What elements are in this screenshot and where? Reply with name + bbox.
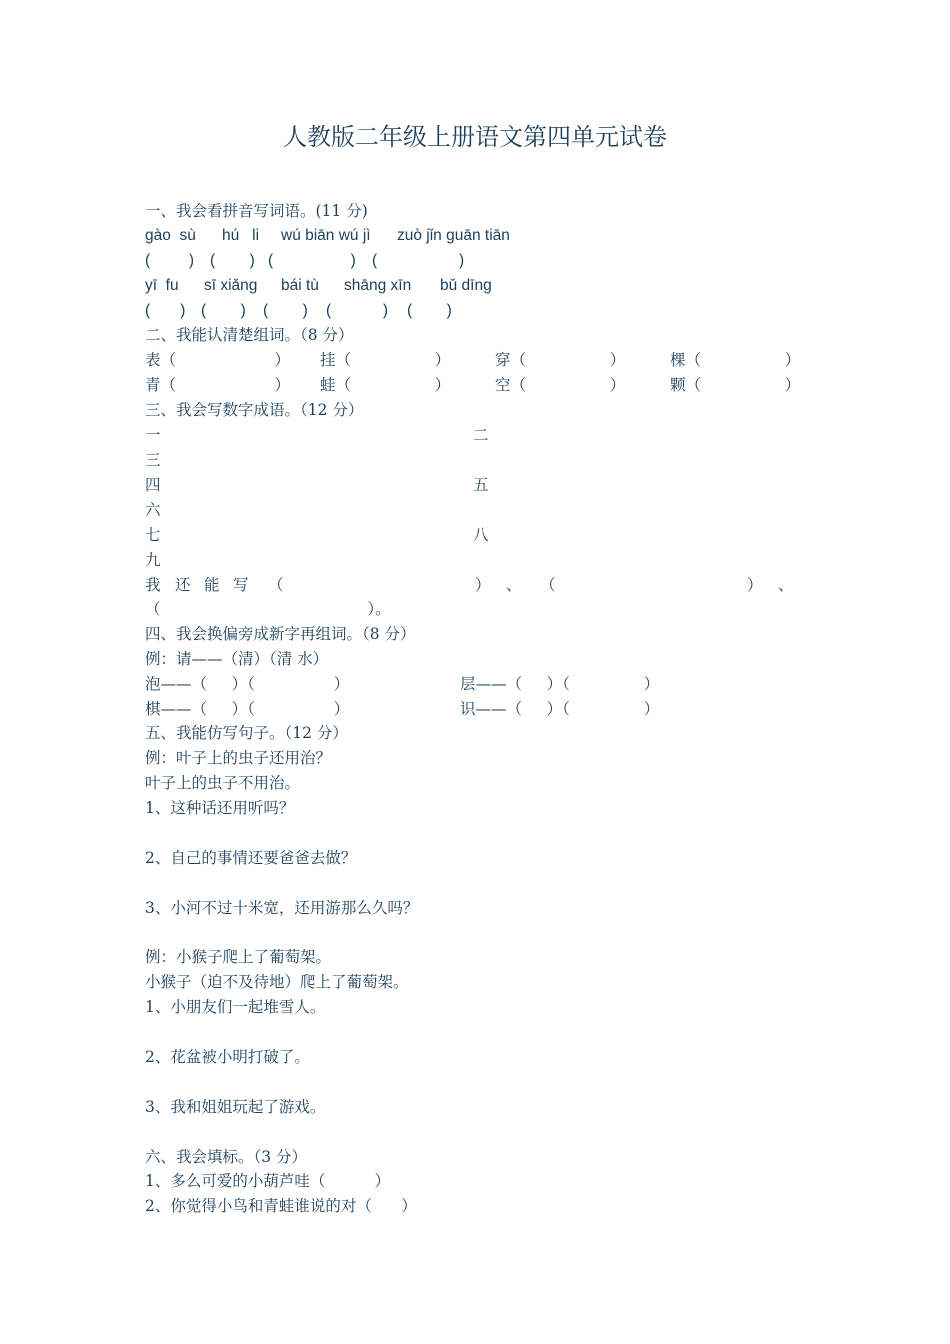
answer-blank[interactable]: ( ) [372, 252, 465, 269]
pinyin-3: wú biān wú jì [281, 227, 371, 244]
more-idioms-line2[interactable]: （ ）。 [145, 600, 391, 618]
word-group-item[interactable]: 空（ ） [495, 376, 626, 394]
more-idioms-char: 写 [233, 576, 249, 594]
answer-blank[interactable]: ( ) [326, 302, 388, 319]
more-idioms-char: 还 [175, 576, 191, 594]
pinyin-6: sī xiǎng [204, 277, 258, 294]
word-group-item[interactable]: 挂（ ） [320, 351, 451, 369]
answer-blank[interactable]: ( ) [145, 302, 186, 319]
question-item: 2、花盆被小明打破了。 [145, 1048, 310, 1066]
example-line: 例：叶子上的虫子还用治？ [145, 749, 332, 767]
page-title: 人教版二年级上册语文第四单元试卷 [283, 123, 667, 151]
section-4-heading: 四、我会换偏旁成新字再组词。（8 分） [145, 625, 416, 643]
answer-blank[interactable]: ( ) [268, 252, 356, 269]
idiom-prompt: 九 [145, 551, 161, 569]
more-idioms-char: 能 [204, 576, 220, 594]
pinyin-2: hú li [222, 227, 260, 244]
section-1-heading: 一、我会看拼音写词语。(11 分) [145, 202, 368, 220]
idiom-prompt: 五 [473, 476, 489, 494]
example-line: 例：小猴子爬上了葡萄架。 [145, 948, 332, 966]
word-group-item[interactable]: 棵（ ） [670, 351, 801, 369]
pinyin-9: bǔ dīng [440, 277, 492, 294]
more-idioms-char: 我 [145, 576, 161, 594]
more-idioms-char: 、 [506, 576, 522, 594]
more-idioms-blank-close[interactable]: ） [475, 576, 491, 594]
answer-blank[interactable]: ( ) [145, 252, 195, 269]
idiom-prompt: 二 [473, 426, 489, 444]
pinyin-8: shāng xīn [344, 277, 412, 294]
more-idioms-blank-open[interactable]: （ [540, 576, 556, 594]
question-item: 2、自己的事情还要爸爸去做？ [145, 849, 357, 867]
word-group-item[interactable]: 颗（ ） [670, 376, 801, 394]
example-answer: 小猴子（迫不及待地）爬上了葡萄架。 [145, 973, 409, 991]
idiom-prompt: 三 [145, 451, 161, 469]
word-group-item[interactable]: 青（ ） [145, 376, 291, 394]
radical-item[interactable]: 泡——（ ）（ ） [145, 675, 350, 693]
word-group-item[interactable]: 表（ ） [145, 351, 291, 369]
pinyin-5: yī fu [145, 277, 179, 294]
more-idioms-blank-close[interactable]: ） [747, 576, 763, 594]
example-answer: 叶子上的虫子不用治。 [145, 774, 301, 792]
answer-blank[interactable]: ( ) [210, 252, 255, 269]
radical-item[interactable]: 棋——（ ）（ ） [145, 700, 350, 718]
section-2-heading: 二、我能认清楚组词。（8 分） [145, 326, 354, 344]
question-item: 1、小朋友们一起堆雪人。 [145, 998, 326, 1016]
pinyin-1: gào sù [145, 227, 196, 244]
more-idioms-char: 、 [778, 576, 794, 594]
more-idioms-blank-open[interactable]: （ [268, 576, 284, 594]
question-item: 3、小河不过十米宽，还用游那么久吗？ [145, 899, 419, 917]
idiom-prompt: 八 [473, 526, 489, 544]
answer-blank[interactable]: ( ) [201, 302, 246, 319]
answer-blank[interactable]: ( ) [263, 302, 308, 319]
punctuation-item[interactable]: 2、你觉得小鸟和青蛙谁说的对（ ） [145, 1197, 417, 1215]
section-6-heading: 六、我会填标。（3 分） [145, 1148, 308, 1166]
idiom-prompt: 七 [145, 526, 161, 544]
pinyin-4: zuò jǐn guān tiān [397, 227, 510, 244]
word-group-item[interactable]: 蛙（ ） [320, 376, 451, 394]
question-item: 1、这种话还用听吗？ [145, 799, 295, 817]
pinyin-7: bái tù [281, 277, 319, 294]
section-3-heading: 三、我会写数字成语。（12 分） [145, 401, 364, 419]
word-group-item[interactable]: 穿（ ） [495, 351, 626, 369]
question-item: 3、我和姐姐玩起了游戏。 [145, 1098, 326, 1116]
answer-blank[interactable]: ( ) [407, 302, 452, 319]
example-line: 例：请——（清）（清 水） [145, 650, 329, 668]
section-5-heading: 五、我能仿写句子。（12 分） [145, 724, 348, 742]
radical-item[interactable]: 识——（ ）（ ） [460, 700, 660, 718]
radical-item[interactable]: 层——（ ）（ ） [460, 675, 660, 693]
idiom-prompt: 一 [145, 426, 161, 444]
idiom-prompt: 四 [145, 476, 161, 494]
punctuation-item[interactable]: 1、多么可爱的小葫芦哇（ ） [145, 1172, 391, 1190]
idiom-prompt: 六 [145, 501, 161, 519]
